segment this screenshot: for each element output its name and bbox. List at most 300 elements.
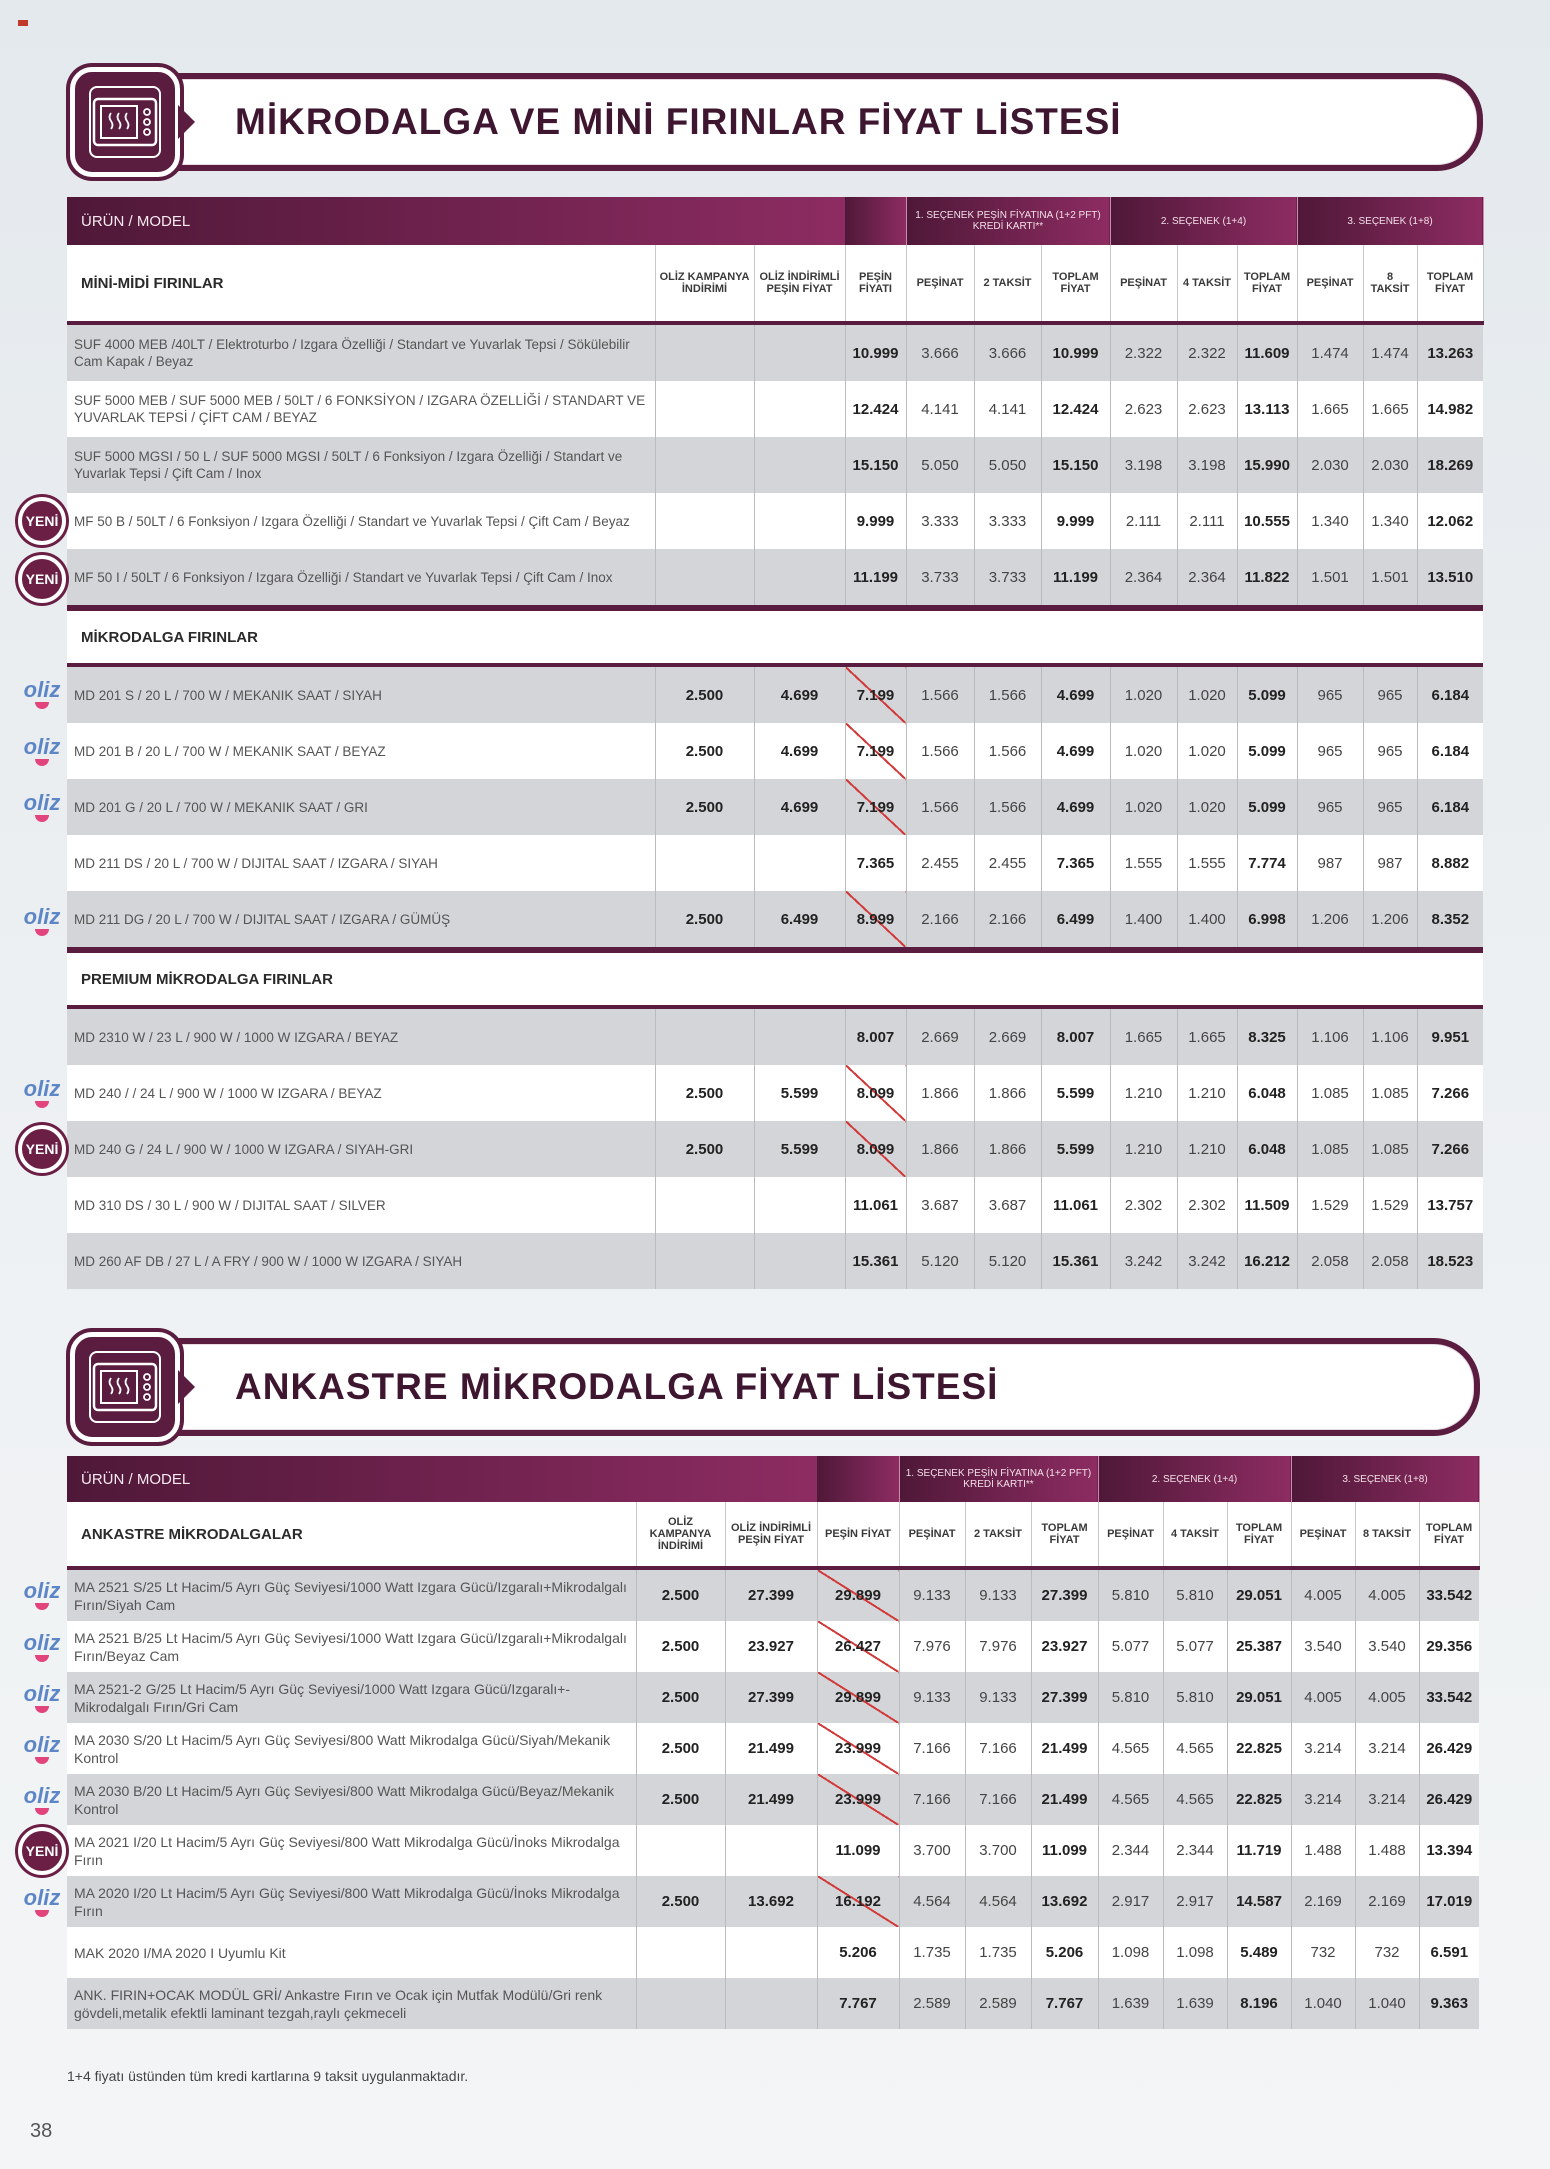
group-header: ANKASTRE MİKRODALGALAR — [67, 1502, 636, 1568]
price-cell: 11.199 — [1041, 549, 1110, 608]
group-title: MİKRODALGA FIRINLAR — [67, 608, 1483, 665]
col-header: TOPLAM FİYAT — [1237, 245, 1297, 323]
price-cell: 5.599 — [1041, 1065, 1110, 1121]
price-cell: 4.141 — [906, 381, 974, 437]
price-cell: 8.882 — [1417, 835, 1483, 891]
price-cell: 2.169 — [1291, 1876, 1355, 1927]
microwave-icon — [70, 67, 180, 177]
price-cell: 29.051 — [1227, 1672, 1291, 1723]
new-badge: YENİ — [18, 1827, 66, 1875]
price-cell: 3.214 — [1355, 1723, 1419, 1774]
price-cell — [754, 835, 845, 891]
price-cell: 1.210 — [1177, 1065, 1237, 1121]
price-cell: 2.111 — [1110, 493, 1177, 549]
price-cell: 26.427 — [817, 1621, 899, 1672]
price-cell: 27.399 — [725, 1568, 817, 1621]
oliz-logo: oliz — [18, 1577, 66, 1613]
price-cell: 1.639 — [1098, 1978, 1163, 2029]
microwave-icon — [70, 1332, 180, 1442]
oliz-logo: oliz — [18, 1782, 66, 1818]
new-badge: YENİ — [18, 555, 66, 603]
price-cell: 3.333 — [906, 493, 974, 549]
price-cell: 21.499 — [725, 1723, 817, 1774]
product-description: MD 240 G / 24 L / 900 W / 1000 W IZGARA / SIYAH-GRI — [67, 1121, 655, 1177]
price-cell: 7.976 — [965, 1621, 1031, 1672]
price-cell: 3.540 — [1291, 1621, 1355, 1672]
price-cell: 2.500 — [636, 1774, 725, 1825]
price-cell: 4.005 — [1291, 1568, 1355, 1621]
price-cell: 2.500 — [655, 891, 754, 950]
oliz-logo: oliz — [18, 1680, 66, 1716]
col-header: OLİZ KAMPANYA İNDİRİMİ — [636, 1502, 725, 1568]
price-cell: 16.212 — [1237, 1233, 1297, 1289]
table-row — [67, 1177, 1483, 1233]
price-cell: 1.340 — [1363, 493, 1417, 549]
price-cell: 8.999 — [845, 891, 906, 950]
group-row — [67, 608, 1483, 665]
price-cell: 15.150 — [1041, 437, 1110, 493]
price-cell: 8.007 — [1041, 1007, 1110, 1065]
product-description: SUF 5000 MEB / SUF 5000 MEB / 50LT / 6 FONKSİYON / IZGARA ÖZELLİĞİ / STANDART VE YUVARLAK TEPSİ / ÇİFT CAM / BEYAZ — [67, 381, 655, 437]
option-1-header: 1. SEÇENEK PEŞİN FİYATINA (1+2 PFT) KREDİ KARTI** — [906, 197, 1110, 245]
table-row — [67, 1121, 1483, 1177]
price-cell: 965 — [1363, 665, 1417, 723]
price-cell: 2.302 — [1110, 1177, 1177, 1233]
price-cell: 2.030 — [1363, 437, 1417, 493]
product-description: MD 310 DS / 30 L / 900 W / DIJITAL SAAT / SILVER — [67, 1177, 655, 1233]
col-header: TOPLAM FİYAT — [1041, 245, 1110, 323]
price-cell: 1.566 — [906, 723, 974, 779]
table-row — [67, 1774, 1479, 1825]
product-description: MAK 2020 I/MA 2020 I Uyumlu Kit — [67, 1927, 636, 1978]
product-description: MD 201 S / 20 L / 700 W / MEKANIK SAAT / SIYAH — [67, 665, 655, 723]
price-cell: 4.005 — [1291, 1672, 1355, 1723]
price-cell: 1.665 — [1110, 1007, 1177, 1065]
table-row — [67, 1065, 1483, 1121]
price-cell: 7.767 — [1031, 1978, 1098, 2029]
product-description: MD 2310 W / 23 L / 900 W / 1000 W IZGARA / BEYAZ — [67, 1007, 655, 1065]
product-description: MA 2521-2 G/25 Lt Hacim/5 Ayrı Güç Seviyesi/1000 Watt Izgara Gücü/Izgaralı+-Mikrodalgalı Fırın/Gri Cam — [67, 1672, 636, 1723]
price-cell: 1.555 — [1110, 835, 1177, 891]
price-cell: 5.206 — [817, 1927, 899, 1978]
oliz-logo: oliz — [18, 676, 66, 712]
price-cell: 1.566 — [974, 779, 1041, 835]
col-header: OLİZ İNDİRİMLİ PEŞİN FİYAT — [725, 1502, 817, 1568]
price-cell: 5.810 — [1163, 1672, 1227, 1723]
price-cell: 4.565 — [1163, 1774, 1227, 1825]
product-description: MA 2030 B/20 Lt Hacim/5 Ayrı Güç Seviyesi/800 Watt Mikrodalga Gücü/Beyaz/Mekanik Kontrol — [67, 1774, 636, 1825]
option-2-header: 2. SEÇENEK (1+4) — [1098, 1456, 1291, 1502]
price-cell: 1.501 — [1363, 549, 1417, 608]
price-cell: 2.058 — [1297, 1233, 1363, 1289]
price-cell: 2.500 — [655, 1121, 754, 1177]
table-row — [67, 723, 1483, 779]
price-cell: 22.825 — [1227, 1774, 1291, 1825]
price-cell: 12.062 — [1417, 493, 1483, 549]
price-cell: 2.344 — [1163, 1825, 1227, 1876]
price-cell: 13.692 — [725, 1876, 817, 1927]
price-cell: 22.825 — [1227, 1723, 1291, 1774]
table-row — [67, 1621, 1479, 1672]
price-cell: 965 — [1297, 779, 1363, 835]
table-row — [67, 323, 1483, 381]
price-cell: 5.120 — [906, 1233, 974, 1289]
price-cell — [725, 1978, 817, 2029]
price-cell: 4.699 — [754, 779, 845, 835]
price-cell — [754, 493, 845, 549]
price-cell: 1.020 — [1177, 665, 1237, 723]
col-header: PEŞİNAT — [1297, 245, 1363, 323]
table-row — [67, 1876, 1479, 1927]
price-cell: 8.099 — [845, 1121, 906, 1177]
option-1-header: 1. SEÇENEK PEŞİN FİYATINA (1+2 PFT) KREDİ KARTI** — [899, 1456, 1098, 1502]
price-cell: 965 — [1297, 665, 1363, 723]
price-cell — [655, 1233, 754, 1289]
product-description: MA 2030 S/20 Lt Hacim/5 Ayrı Güç Seviyesi/800 Watt Mikrodalga Gücü/Siyah/Mekanik Kontrol — [67, 1723, 636, 1774]
price-cell: 6.499 — [754, 891, 845, 950]
price-cell: 1.340 — [1297, 493, 1363, 549]
price-cell: 2.500 — [636, 1672, 725, 1723]
price-cell — [636, 1978, 725, 2029]
col-header: 4 TAKSİT — [1177, 245, 1237, 323]
price-cell: 29.899 — [817, 1568, 899, 1621]
price-cell: 3.687 — [974, 1177, 1041, 1233]
price-cell: 1.639 — [1163, 1978, 1227, 2029]
table-row — [67, 1978, 1479, 2029]
price-cell: 5.206 — [1031, 1927, 1098, 1978]
price-cell: 4.699 — [1041, 779, 1110, 835]
price-cell: 4.564 — [899, 1876, 965, 1927]
col-header: PEŞİNAT — [1110, 245, 1177, 323]
price-cell: 11.719 — [1227, 1825, 1291, 1876]
price-cell: 2.500 — [655, 1065, 754, 1121]
price-cell: 9.363 — [1419, 1978, 1479, 2029]
price-cell: 2.455 — [974, 835, 1041, 891]
price-cell: 8.007 — [845, 1007, 906, 1065]
price-cell: 6.048 — [1237, 1121, 1297, 1177]
oliz-logo: oliz — [18, 1884, 66, 1920]
col-header: PEŞİNAT — [899, 1502, 965, 1568]
price-cell: 33.542 — [1419, 1672, 1479, 1723]
price-cell: 7.774 — [1237, 835, 1297, 891]
section-1-banner — [70, 67, 1483, 177]
col-header: PEŞİN FİYAT — [817, 1502, 899, 1568]
price-cell: 4.565 — [1163, 1723, 1227, 1774]
price-cell: 2.589 — [965, 1978, 1031, 2029]
price-cell: 7.365 — [1041, 835, 1110, 891]
price-cell: 7.166 — [965, 1774, 1031, 1825]
product-description: MA 2020 I/20 Lt Hacim/5 Ayrı Güç Seviyesi/800 Watt Mikrodalga Gücü/İnoks Mikrodalga Fırın — [67, 1876, 636, 1927]
option-3-header: 3. SEÇENEK (1+8) — [1297, 197, 1483, 245]
price-cell: 732 — [1291, 1927, 1355, 1978]
price-cell: 1.529 — [1297, 1177, 1363, 1233]
table-row — [67, 437, 1483, 493]
price-cell: 7.166 — [899, 1774, 965, 1825]
price-cell: 21.499 — [1031, 1723, 1098, 1774]
price-cell: 1.665 — [1177, 1007, 1237, 1065]
price-cell: 5.077 — [1098, 1621, 1163, 1672]
footnote: 1+4 fiyatı üstünden tüm kredi kartlarına 9 taksit uygulanmaktadır. — [67, 2068, 469, 2084]
price-cell: 2.364 — [1110, 549, 1177, 608]
price-cell: 13.113 — [1237, 381, 1297, 437]
product-description: MA 2521 S/25 Lt Hacim/5 Ayrı Güç Seviyesi/1000 Watt Izgara Gücü/Izgaralı+Mikrodalgalı Fırın/Siyah Cam — [67, 1568, 636, 1621]
price-cell: 6.184 — [1417, 665, 1483, 723]
price-cell: 6.998 — [1237, 891, 1297, 950]
price-cell: 10.999 — [845, 323, 906, 381]
price-cell: 1.529 — [1363, 1177, 1417, 1233]
price-cell: 3.700 — [965, 1825, 1031, 1876]
col-header: 8 TAKSİT — [1363, 245, 1417, 323]
price-cell: 23.999 — [817, 1723, 899, 1774]
price-cell: 11.509 — [1237, 1177, 1297, 1233]
price-cell: 3.214 — [1291, 1723, 1355, 1774]
price-cell: 1.020 — [1110, 665, 1177, 723]
page-number: 38 — [30, 2120, 53, 2142]
price-cell: 9.999 — [1041, 493, 1110, 549]
product-description: ANK. FIRIN+OCAK MODÜL GRİ/ Ankastre Fırın ve Ocak için Mutfak Modülü/Gri renk gövdeli,metalik efektli laminant tezgah,raylı çekmeceli — [67, 1978, 636, 2029]
price-cell: 2.589 — [899, 1978, 965, 2029]
price-cell — [655, 381, 754, 437]
price-cell: 1.020 — [1177, 723, 1237, 779]
price-cell: 7.166 — [965, 1723, 1031, 1774]
col-model-header: ÜRÜN / MODEL — [67, 197, 845, 245]
price-cell: 1.098 — [1163, 1927, 1227, 1978]
col-model-header: ÜRÜN / MODEL — [67, 1456, 817, 1502]
price-cell: 10.555 — [1237, 493, 1297, 549]
oliz-logo: oliz — [18, 733, 66, 769]
price-cell: 6.184 — [1417, 723, 1483, 779]
price-cell: 3.666 — [906, 323, 974, 381]
price-cell: 2.111 — [1177, 493, 1237, 549]
price-cell: 7.266 — [1417, 1065, 1483, 1121]
price-cell: 1.566 — [906, 665, 974, 723]
price-cell: 27.399 — [1031, 1672, 1098, 1723]
flag-mark — [18, 20, 28, 26]
price-cell: 26.429 — [1419, 1774, 1479, 1825]
price-cell: 13.757 — [1417, 1177, 1483, 1233]
price-cell: 732 — [1355, 1927, 1419, 1978]
price-cell: 1.040 — [1291, 1978, 1355, 2029]
product-description: MF 50 I / 50LT / 6 Fonksiyon / Izgara Özelliği / Standart ve Yuvarlak Tepsi / Çift Cam / Inox — [67, 549, 655, 608]
table-row — [67, 549, 1483, 608]
price-cell: 2.455 — [906, 835, 974, 891]
price-cell: 13.394 — [1419, 1825, 1479, 1876]
price-cell: 1.555 — [1177, 835, 1237, 891]
price-cell: 1.665 — [1297, 381, 1363, 437]
price-cell: 27.399 — [725, 1672, 817, 1723]
price-cell: 1.085 — [1297, 1121, 1363, 1177]
product-description: MD 201 B / 20 L / 700 W / MEKANIK SAAT / BEYAZ — [67, 723, 655, 779]
price-cell: 1.866 — [906, 1121, 974, 1177]
price-cell: 7.976 — [899, 1621, 965, 1672]
price-table-built-in — [67, 1456, 1480, 2029]
table-row — [67, 381, 1483, 437]
price-cell: 4.699 — [754, 723, 845, 779]
price-cell — [655, 1177, 754, 1233]
price-cell — [655, 493, 754, 549]
price-cell: 5.099 — [1237, 723, 1297, 779]
price-cell: 2.623 — [1177, 381, 1237, 437]
product-description: SUF 5000 MGSI / 50 L / SUF 5000 MGSI / 50LT / 6 Fonksiyon / Izgara Özelliği / Standart ve Yuvarlak Tepsi / Çift Cam / Inox — [67, 437, 655, 493]
price-cell: 4.699 — [1041, 665, 1110, 723]
price-cell: 29.356 — [1419, 1621, 1479, 1672]
price-cell: 9.999 — [845, 493, 906, 549]
price-cell: 6.591 — [1419, 1927, 1479, 1978]
price-cell: 965 — [1363, 779, 1417, 835]
table-row — [67, 1723, 1479, 1774]
price-cell: 1.020 — [1110, 723, 1177, 779]
oliz-logo: oliz — [18, 1629, 66, 1665]
price-cell: 7.365 — [845, 835, 906, 891]
price-cell: 6.048 — [1237, 1065, 1297, 1121]
price-cell: 9.133 — [965, 1568, 1031, 1621]
price-cell: 5.599 — [754, 1121, 845, 1177]
price-cell: 3.242 — [1110, 1233, 1177, 1289]
price-cell: 5.599 — [1041, 1121, 1110, 1177]
price-cell: 2.500 — [655, 665, 754, 723]
section-2-banner — [70, 1332, 1480, 1442]
price-cell: 3.687 — [906, 1177, 974, 1233]
price-cell: 14.587 — [1227, 1876, 1291, 1927]
price-cell: 7.166 — [899, 1723, 965, 1774]
col-header: PEŞİNAT — [1291, 1502, 1355, 1568]
price-cell: 17.019 — [1419, 1876, 1479, 1927]
price-cell: 1.400 — [1177, 891, 1237, 950]
price-table-microwave — [67, 197, 1484, 1289]
price-cell: 7.199 — [845, 665, 906, 723]
price-cell: 2.058 — [1363, 1233, 1417, 1289]
price-cell: 9.951 — [1417, 1007, 1483, 1065]
price-cell: 33.542 — [1419, 1568, 1479, 1621]
price-cell: 987 — [1363, 835, 1417, 891]
price-cell: 12.424 — [845, 381, 906, 437]
price-cell: 5.489 — [1227, 1927, 1291, 1978]
price-cell: 5.810 — [1098, 1672, 1163, 1723]
price-cell: 2.917 — [1098, 1876, 1163, 1927]
col-header: OLİZ KAMPANYA İNDİRİMİ — [655, 245, 754, 323]
table-row — [67, 1825, 1479, 1876]
price-cell: 3.214 — [1355, 1774, 1419, 1825]
price-cell: 2.030 — [1297, 437, 1363, 493]
new-badge: YENİ — [18, 497, 66, 545]
price-cell: 2.500 — [655, 779, 754, 835]
price-cell: 1.400 — [1110, 891, 1177, 950]
price-cell: 1.474 — [1363, 323, 1417, 381]
price-cell: 2.166 — [974, 891, 1041, 950]
table-row — [67, 1568, 1479, 1621]
price-cell: 3.733 — [974, 549, 1041, 608]
col-header: 8 TAKSİT — [1355, 1502, 1419, 1568]
price-cell: 2.364 — [1177, 549, 1237, 608]
price-cell: 15.361 — [1041, 1233, 1110, 1289]
price-cell: 1.206 — [1363, 891, 1417, 950]
price-cell: 1.098 — [1098, 1927, 1163, 1978]
price-cell: 10.999 — [1041, 323, 1110, 381]
price-cell: 5.810 — [1098, 1568, 1163, 1621]
price-cell: 1.866 — [974, 1065, 1041, 1121]
price-cell: 12.424 — [1041, 381, 1110, 437]
price-cell: 1.566 — [906, 779, 974, 835]
price-cell: 965 — [1363, 723, 1417, 779]
price-cell: 11.609 — [1237, 323, 1297, 381]
price-cell — [754, 437, 845, 493]
price-cell: 3.333 — [974, 493, 1041, 549]
col-header: 2 TAKSİT — [965, 1502, 1031, 1568]
oliz-logo: oliz — [18, 903, 66, 939]
table-row — [67, 493, 1483, 549]
table-row — [67, 665, 1483, 723]
price-cell: 1.474 — [1297, 323, 1363, 381]
price-cell — [655, 835, 754, 891]
price-cell: 1.210 — [1177, 1121, 1237, 1177]
product-description: MD 211 DS / 20 L / 700 W / DIJITAL SAAT / IZGARA / SIYAH — [67, 835, 655, 891]
price-cell: 26.429 — [1419, 1723, 1479, 1774]
price-cell — [636, 1927, 725, 1978]
price-cell — [655, 323, 754, 381]
price-cell — [655, 549, 754, 608]
price-cell — [754, 1177, 845, 1233]
price-cell: 13.263 — [1417, 323, 1483, 381]
price-cell: 7.199 — [845, 723, 906, 779]
price-cell: 23.927 — [1031, 1621, 1098, 1672]
section-title: ANKASTRE MİKRODALGA FİYAT LİSTESİ — [235, 1366, 999, 1407]
price-cell: 2.322 — [1177, 323, 1237, 381]
price-cell: 1.735 — [965, 1927, 1031, 1978]
price-cell: 18.269 — [1417, 437, 1483, 493]
price-cell: 1.210 — [1110, 1065, 1177, 1121]
price-cell: 29.051 — [1227, 1568, 1291, 1621]
product-description: MD 211 DG / 20 L / 700 W / DIJITAL SAAT / IZGARA / GÜMÜŞ — [67, 891, 655, 950]
price-cell: 15.990 — [1237, 437, 1297, 493]
price-cell: 11.199 — [845, 549, 906, 608]
price-cell: 8.196 — [1227, 1978, 1291, 2029]
price-cell: 1.106 — [1363, 1007, 1417, 1065]
price-cell: 2.500 — [636, 1568, 725, 1621]
price-cell: 2.623 — [1110, 381, 1177, 437]
price-cell: 5.099 — [1237, 779, 1297, 835]
group-title: PREMIUM MİKRODALGA FIRINLAR — [67, 950, 1483, 1007]
price-cell: 1.735 — [899, 1927, 965, 1978]
price-cell — [754, 323, 845, 381]
price-cell — [754, 381, 845, 437]
price-cell: 4.699 — [1041, 723, 1110, 779]
product-description: MA 2021 I/20 Lt Hacim/5 Ayrı Güç Seviyesi/800 Watt Mikrodalga Gücü/İnoks Mikrodalga Fırın — [67, 1825, 636, 1876]
price-cell: 18.523 — [1417, 1233, 1483, 1289]
price-cell: 4.005 — [1355, 1568, 1419, 1621]
price-cell: 11.061 — [845, 1177, 906, 1233]
price-cell: 1.020 — [1177, 779, 1237, 835]
price-cell: 7.199 — [845, 779, 906, 835]
price-cell: 1.020 — [1110, 779, 1177, 835]
price-cell: 2.322 — [1110, 323, 1177, 381]
price-cell: 2.500 — [636, 1876, 725, 1927]
price-cell — [655, 437, 754, 493]
price-cell: 3.700 — [899, 1825, 965, 1876]
price-cell: 27.399 — [1031, 1568, 1098, 1621]
price-cell: 11.099 — [1031, 1825, 1098, 1876]
col-header: TOPLAM FİYAT — [1227, 1502, 1291, 1568]
price-cell: 5.120 — [974, 1233, 1041, 1289]
price-cell: 3.540 — [1355, 1621, 1419, 1672]
price-cell: 6.499 — [1041, 891, 1110, 950]
col-header: PEŞİNAT — [1098, 1502, 1163, 1568]
col-header: 2 TAKSİT — [974, 245, 1041, 323]
price-cell: 16.192 — [817, 1876, 899, 1927]
price-cell: 21.499 — [1031, 1774, 1098, 1825]
price-cell: 1.488 — [1355, 1825, 1419, 1876]
price-cell: 29.899 — [817, 1672, 899, 1723]
price-cell: 1.085 — [1363, 1065, 1417, 1121]
